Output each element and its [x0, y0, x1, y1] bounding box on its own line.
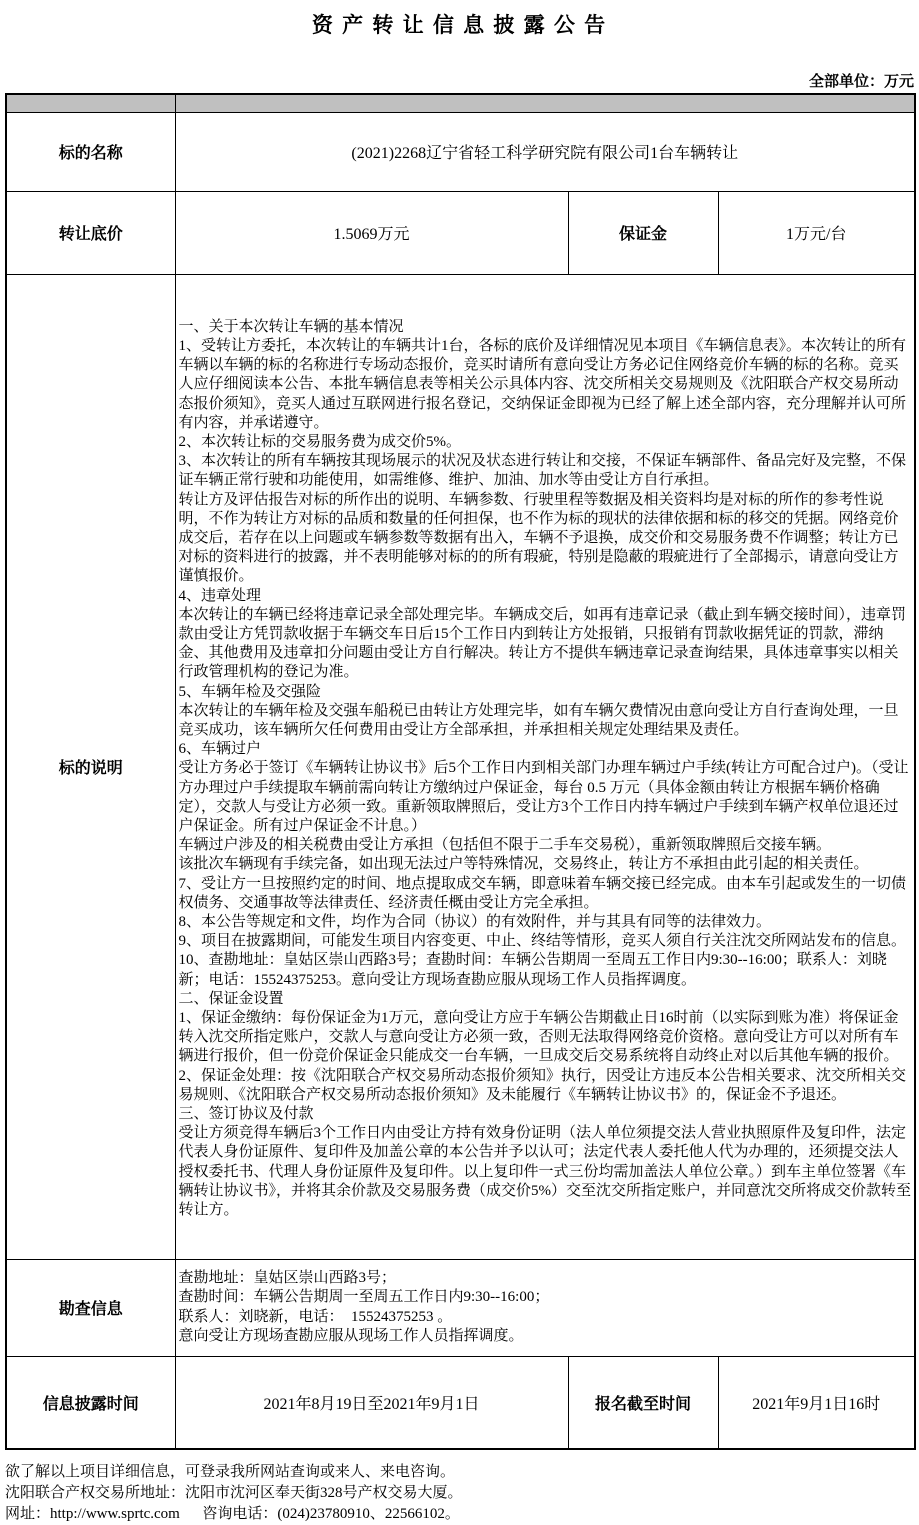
deposit-label: 保证金 [568, 191, 718, 274]
inspection-text [175, 1259, 915, 1356]
text-line: 8、本公告等规定和文件，均作为合同（协议）的有效附件，并与其具有同等的法律效力。 [178, 914, 772, 931]
text-line: 本次转让的车辆年检及交强车船税已由转让方处理完毕，如有车辆欠费情况由意向受让方自行查询处理，一旦竞买成功，该车辆所欠任何费用由受让方全部承担，并承担相关规定处理结果及责任。 [178, 702, 899, 738]
text-line: 1、保证金缴纳：每份保证金为1万元，意向受让方应于车辆公告期截止日16时前（以实际到账为准）将保证金转入沈交所指定账户，交款人与意向受让方必须一致，否则无法取得网络竞价资格。意向受让方可以对所有车辆进行报价，但一份竞价保证金只能成交一台车辆，一旦成交后交易系统将自动终止对以后其他车辆的报价。 [178, 1010, 899, 1065]
text-line: 受让方须竞得车辆后3个工作日内由受让方持有效身份证明（法人单位须提交法人营业执照原件及复印件，法定代表人身份证原件、复印件及加盖公章的本公告并予以认可；法定代表人委托他人代为办理的，还须提交法人授权委托书、代理人身份证原件及复印件。以上复印件一式三份均需加盖法人单位公章。）到车主单位签署《车辆转让协议书》，并将其余价款及交易服务费（成交价5%）交至沈交所指定账户，并同意沈交所将成交价款转至转让方。 [178, 1125, 912, 1219]
base-price-label: 转让底价 [6, 191, 175, 274]
text-line: 一、关于本次转让车辆的基本情况 [178, 318, 404, 335]
subject-name-row [6, 112, 915, 191]
disclosure-time-row [6, 1356, 915, 1449]
deadline-value: 2021年9月1日16时 [718, 1356, 915, 1449]
text-line: 4、违章处理 [178, 587, 262, 604]
page-title: 资 产 转 让 信 息 披 露 公 告 [311, 13, 608, 37]
text-line: 转让方及评估报告对标的所作出的说明、车辆参数、行驶里程等数据及相关资料均是对标的所作的参考性说明，不作为转让方对标的品质和数量的任何担保，也不作为标的现状的法律依据和标的移交的凭据。网络竞价成交后，若存在以上问题或车辆参数等数据有出入，车辆不予退换，成交价和交易服务费不作调整；转让方已对标的资料进行的披露，并不表明能够对标的的所有瑕疵，特别是隐蔽的瑕疵进行了全部揭示，请意向受让方谨慎报价。 [178, 491, 899, 585]
text-line: 三、签订协议及付款 [178, 1106, 314, 1123]
text-line: 车辆过户涉及的相关税费由受让方承担（包括但不限于二手车交易税），重新领取牌照后交接车辆。 [178, 837, 832, 854]
text-line: 该批次车辆现有手续完备，如出现无法过户等特殊情况，交易终止，转让方不承担由此引起的相关责任。 [178, 856, 869, 873]
deadline-label: 报名截至时间 [568, 1356, 718, 1449]
text-line: 10、查勘地址：皇姑区崇山西路3号；查勘时间：车辆公告期周一至周五工作日内9:30--16:00；联系人：刘晓新；电话：15524375253。意向受让方现场查勘应服从现场工作人员指挥调度。 [178, 952, 887, 988]
inspection-row [6, 1259, 915, 1356]
text-line: 2、本次转让标的交易服务费为成交价5%。 [178, 433, 461, 450]
text-line: 3、本次转让的所有车辆按其现场展示的状况及状态进行转让和交接，不保证车辆部件、备品完好及完整，不保证车辆正常行驶和功能使用，如需维修、维护、加油、加水等由受让方自行承担。 [178, 453, 907, 489]
disclosure-time-value: 2021年8月19日至2021年9月1日 [175, 1356, 568, 1449]
text-line: 2、保证金处理：按《沈阳联合产权交易所动态报价须知》执行，因受让方违反本公告相关要求、沈交所相关交易规则、《沈阳联合产权交易所动态报价须知》及未能履行《车辆转让协议书》的，保证金不予退还。 [178, 1067, 907, 1103]
unit-note: 全部单位：万元 [808, 74, 914, 90]
subject-name-label: 标的名称 [6, 112, 175, 191]
base-price-value: 1.5069万元 [175, 191, 568, 274]
text-line: 5、车辆年检及交强险 [178, 683, 322, 700]
description-row [6, 274, 915, 1259]
text-line: 二、保证金设置 [178, 990, 284, 1007]
text-line: 网址：http://www.sprtc.com 咨询电话：(024)23780910、22566102。 [5, 1506, 460, 1522]
text-line: 受让方务必于签订《车辆转让协议书》后5个工作日内到相关部门办理车辆过户手续(转让方可配合过户)。（受让方办理过户手续提取车辆前需向转让方缴纳过户保证金，每台 0.5 万元（具体金额由转让方根据车辆价格确定），交款人与受让方必须一致。重新领取牌照后，受让方3个工作日内持车辆过户手续到车辆产权单位退还过户保证金。所有过户保证金不计息。） [178, 760, 909, 834]
footer-notes [5, 1462, 914, 1525]
text-line: 意向受让方现场查勘应服从现场工作人员指挥调度。 [178, 1328, 524, 1344]
inspection-label: 勘查信息 [6, 1259, 175, 1356]
text-line: 7、受让方一旦按照约定的时间、地点提取成交车辆，即意味着车辆交接已经完成。由本车引起或发生的一切债权债务、交通事故等法律责任、经济责任概由受让方完全承担。 [178, 875, 907, 911]
text-line: 1、受转让方委托，本次转让的车辆共计1台，各标的底价及详细情况见本项目《车辆信息表》。本次转让的所有车辆以车辆的标的名称进行专场动态报价，竞买时请所有意向受让方务必记住网络竞价车辆的标的名称。竞买人应仔细阅读本公告、本批车辆信息表等相关公示具体内容、沈交所相关交易规则及《沈阳联合产权交易所动态报价须知》，竞买人通过互联网进行报名登记，交纳保证金即视为已经了解上述全部内容，充分理解并认可所有内容，并承诺遵守。 [178, 337, 907, 431]
subject-name-value: (2021)2268辽宁省轻工科学研究院有限公司1台车辆转让 [175, 112, 915, 191]
text-line: 联系人：刘晓新，电话： 15524375253 。 [178, 1308, 453, 1325]
table-header-row [6, 94, 915, 112]
price-row [6, 191, 915, 274]
text-line: 本次转让的车辆已经将违章记录全部处理完毕。车辆成交后，如再有违章记录（截止到车辆交接时间），违章罚款由受让方凭罚款收据于车辆交车日后15个工作日内到转让方处报销，只报销有罚款收据凭证的罚款，滞纳金、其他费用及违章扣分问题由受让方自行解决。转让方不提供车辆违章记录查询结果，具体违章事实以相关行政管理机构的登记为准。 [178, 606, 907, 681]
header-cell-left [6, 94, 175, 112]
text-line: 沈阳联合产权交易所地址：沈阳市沈河区奉天街328号产权交易大厦。 [5, 1485, 463, 1501]
text-line: 查勘时间：车辆公告期周一至周五工作日内9:30--16:00； [178, 1289, 550, 1305]
disclosure-time-label: 信息披露时间 [6, 1356, 175, 1449]
deposit-value: 1万元/台 [718, 191, 915, 274]
text-line: 6、车辆过户 [178, 741, 262, 758]
description-label: 标的说明 [6, 274, 175, 1259]
text-line: 查勘地址：皇姑区崇山西路3号； [178, 1269, 397, 1286]
text-line: 9、项目在披露期间，可能发生项目内容变更、中止、终结等情形，竞买人须自行关注沈交所网站发布的信息。 [178, 933, 907, 950]
description-text [175, 274, 915, 1259]
header-cell-right [175, 94, 915, 112]
announcement-table [5, 93, 916, 1450]
text-line: 欲了解以上项目详细信息，可登录我所网站查询或来人、来电咨询。 [5, 1464, 456, 1480]
